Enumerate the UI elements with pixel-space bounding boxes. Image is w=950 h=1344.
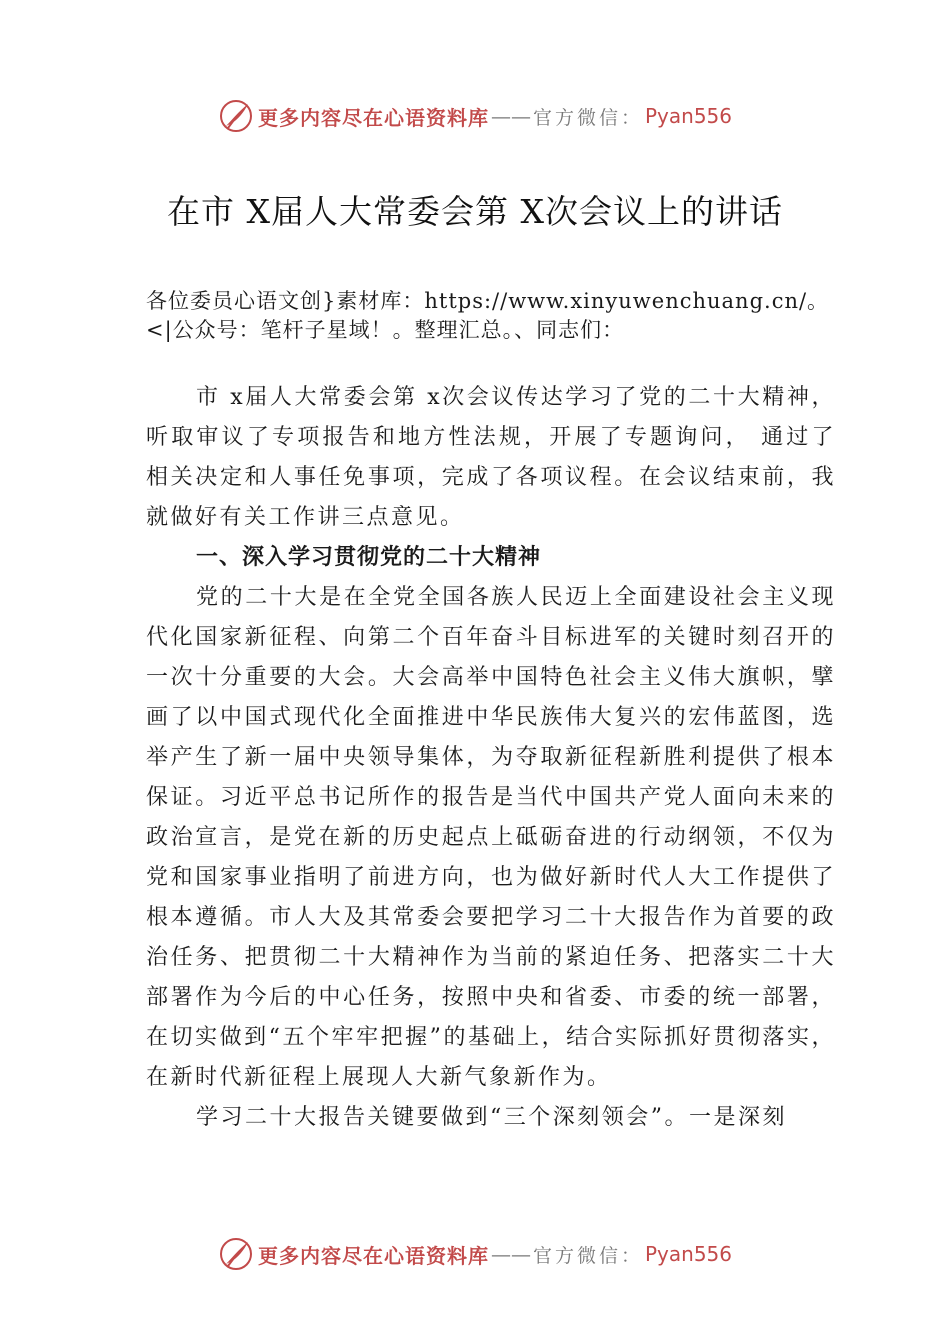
banner-separator: —— bbox=[490, 1242, 531, 1266]
banner-wechat-id: Pyan556 bbox=[645, 104, 733, 128]
quill-pen-logo-icon bbox=[218, 1236, 254, 1272]
paragraph-3: 学习二十大报告关键要做到“三个深刻领会”。一是深刻 bbox=[196, 1105, 787, 1130]
paragraph-2: 党的二十大是在全党全国各族人民迈上全面建设社会主义现代化国家新征程、向第二个百年奋斗目标进军的关键时刻召开的一次十分重要的大会。大会高举中国特色社会主义伟大旗帜，擘画了以中国式现代化全面推进中华民族伟大复兴的宏伟蓝图，选举产生了新一届中央领导集体，为夺取新征程新胜利提供了根本保证。习近平总书记所作的报告是当代中国共产党人面向未来的政治宣言，是党在新的历史起点上砥砺奋进的行动纲领，不仅为党和国家事业指明了前进方向，也为做好新时代人大工作提供了根本遵循。市人大及其常委会要把学习二十大报告作为首要的政治任务、把贯彻二十大精神作为当前的紧迫任务、把落实二十大部署作为今后的中心任务，按照中央和省委、市委的统一部署，在切实做到“五个牢牢把握”的基础上，结合实际抓好贯彻落实， 在新时代新征程上展现人大新气象新作为。 bbox=[146, 585, 836, 1090]
banner-text: 更多内容尽在心语资料库 bbox=[257, 105, 489, 130]
section-heading-1: 一、深入学习贯彻党的二十大精神 bbox=[196, 545, 542, 570]
banner-separator: —— bbox=[490, 104, 531, 128]
paragraph-1: 市 x届人大常委会第 x次会议传达学习了党的二十大精神，听取审议了专项报告和地方性法规，开展了专题询问， 通过了相关决定和人事任免事项，完成了各项议程。在会议结束前，我就做好有关工作讲三点意见。 bbox=[146, 385, 836, 530]
salutation: 各位委员心语文创}素材库：https://www.xinyuwenchuang.cn/。<|公众号：笔杆子星域！。整理汇总。、同志们： bbox=[146, 289, 830, 342]
banner-label: 官方微信： bbox=[532, 106, 643, 129]
header-banner bbox=[0, 96, 950, 136]
banner-label: 官方微信： bbox=[532, 1244, 643, 1267]
banner-wechat-id: Pyan556 bbox=[645, 1242, 733, 1266]
banner-text: 更多内容尽在心语资料库 bbox=[257, 1243, 489, 1268]
document-title: 在市 X届人大常委会第 X次会议上的讲话 bbox=[167, 192, 783, 231]
quill-pen-logo-icon bbox=[218, 98, 254, 134]
footer-banner bbox=[0, 1234, 950, 1274]
document-body bbox=[146, 378, 836, 1138]
